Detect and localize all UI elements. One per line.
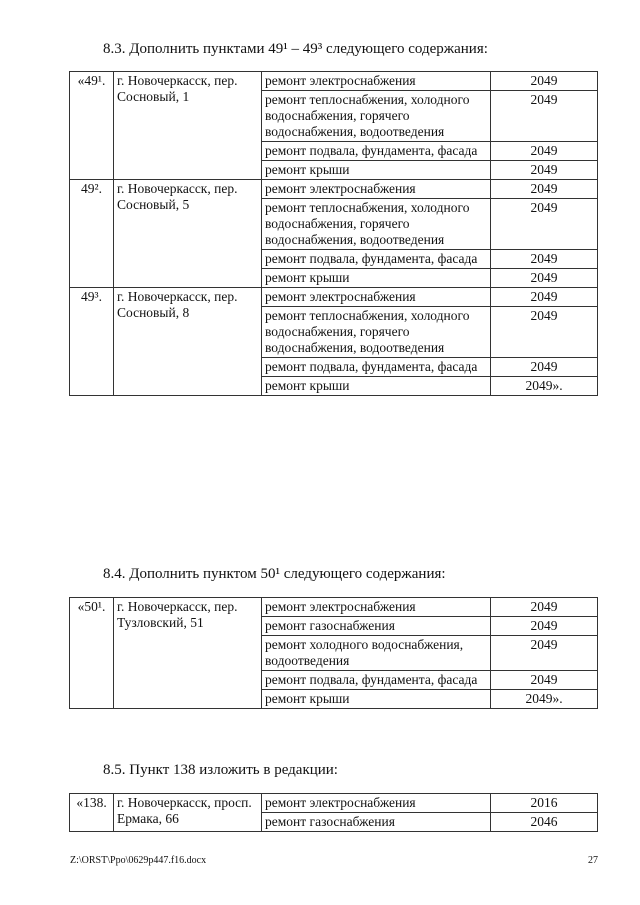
- work-year: 2049: [491, 598, 598, 617]
- work-type: ремонт электроснабжения: [262, 288, 491, 307]
- section-8-3-table: [69, 71, 598, 396]
- work-type: ремонт подвала, фундамента, фасада: [262, 671, 491, 690]
- work-year: 2049: [491, 288, 598, 307]
- item-address: г. Новочеркасск, просп. Ермака, 66: [114, 794, 262, 832]
- work-year: 2049: [491, 199, 598, 250]
- item-number: «138.: [70, 794, 114, 832]
- work-type: ремонт крыши: [262, 690, 491, 709]
- work-type: ремонт электроснабжения: [262, 598, 491, 617]
- work-type: ремонт подвала, фундамента, фасада: [262, 358, 491, 377]
- page-number: 27: [588, 855, 598, 866]
- table-row: [70, 598, 598, 617]
- work-year: 2049: [491, 636, 598, 671]
- work-type: ремонт газоснабжения: [262, 617, 491, 636]
- item-address: г. Новочеркасск, пер. Сосновый, 5: [114, 180, 262, 288]
- work-year: 2049: [491, 307, 598, 358]
- work-year: 2049: [491, 617, 598, 636]
- table-row: [70, 72, 598, 91]
- work-type: ремонт теплоснабжения, холодного водоснабжения, горячего водоснабжения, водоотведения: [262, 91, 491, 142]
- work-type: ремонт газоснабжения: [262, 813, 491, 832]
- work-type: ремонт электроснабжения: [262, 180, 491, 199]
- table-row: [70, 288, 598, 307]
- item-address: г. Новочеркасск, пер. Сосновый, 1: [114, 72, 262, 180]
- work-year: 2049: [491, 180, 598, 199]
- work-type: ремонт подвала, фундамента, фасада: [262, 142, 491, 161]
- work-type: ремонт подвала, фундамента, фасада: [262, 250, 491, 269]
- work-year: 2049: [491, 72, 598, 91]
- work-year: 2049».: [491, 377, 598, 396]
- work-type: ремонт теплоснабжения, холодного водоснабжения, горячего водоснабжения, водоотведения: [262, 307, 491, 358]
- work-year: 2016: [491, 794, 598, 813]
- table-row: [70, 180, 598, 199]
- work-year: 2049: [491, 91, 598, 142]
- item-number: «49¹.: [70, 72, 114, 180]
- work-year: 2049: [491, 250, 598, 269]
- item-address: г. Новочеркасск, пер. Тузловский, 51: [114, 598, 262, 709]
- work-type: ремонт крыши: [262, 269, 491, 288]
- item-number: «50¹.: [70, 598, 114, 709]
- section-8-3-heading: 8.3. Дополнить пунктами 49¹ – 49³ следующего содержания:: [103, 41, 488, 57]
- section-8-4-table: [69, 597, 598, 709]
- item-number: 49³.: [70, 288, 114, 396]
- work-type: ремонт крыши: [262, 377, 491, 396]
- work-year: 2049».: [491, 690, 598, 709]
- footer-file-path: Z:\ORST\Ppo\0629p447.f16.docx: [70, 855, 207, 866]
- section-8-4-heading: 8.4. Дополнить пунктом 50¹ следующего содержания:: [103, 566, 446, 582]
- section-8-5-heading: 8.5. Пункт 138 изложить в редакции:: [103, 762, 338, 778]
- work-year: 2046: [491, 813, 598, 832]
- item-address: г. Новочеркасск, пер. Сосновый, 8: [114, 288, 262, 396]
- work-type: ремонт крыши: [262, 161, 491, 180]
- work-year: 2049: [491, 269, 598, 288]
- work-type: ремонт теплоснабжения, холодного водоснабжения, горячего водоснабжения, водоотведения: [262, 199, 491, 250]
- item-number: 49².: [70, 180, 114, 288]
- work-type: ремонт электроснабжения: [262, 72, 491, 91]
- work-type: ремонт электроснабжения: [262, 794, 491, 813]
- work-year: 2049: [491, 142, 598, 161]
- section-8-5-table: [69, 793, 598, 832]
- work-year: 2049: [491, 161, 598, 180]
- work-type: ремонт холодного водоснабжения, водоотведения: [262, 636, 491, 671]
- work-year: 2049: [491, 671, 598, 690]
- table-row: [70, 794, 598, 813]
- work-year: 2049: [491, 358, 598, 377]
